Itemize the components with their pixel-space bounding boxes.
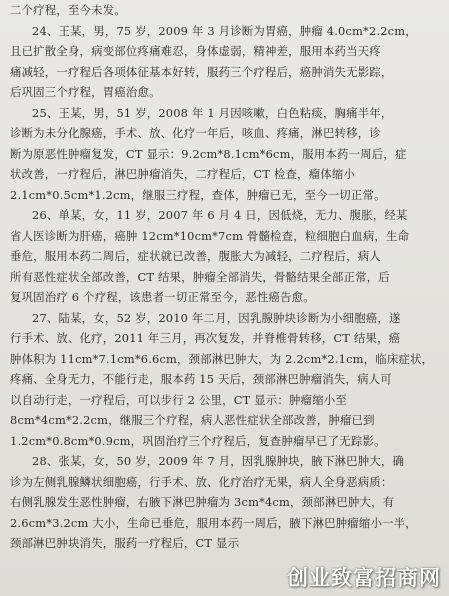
document-text-block (10, 0, 442, 554)
document-line: 24、王某，男，75 岁，2009 年 3 月诊断为胃癌，肿瘤 4.0cm*2.2cm， (32, 23, 417, 38)
document-line: 诊断为未分化腺癌，手术、放、化疗一年后，咳血、疼痛，淋巴转移，诊 (10, 126, 381, 140)
document-line: 痛减轻，一疗程后各项体征基本好转，服药三个疗程后，癌肿消失无影踪， (10, 64, 393, 79)
document-line: 状改善，一疗程后，淋巴肿瘤消失，二疗程后，CT 检查，瘤体缩小 (10, 167, 356, 181)
document-line: 肿体积为 11cm*7.1cm*6.6cm，颈部淋巴肿大，为 2.2cm*2.1cm，临床症状， (10, 351, 434, 366)
document-line: 行手术、放、化疗，2011 年三月，再次复发，并脊椎骨转移，CT 结果，癌 (10, 331, 401, 345)
site-watermark: 创业致富招商网 (287, 566, 441, 590)
document-line: 以自动行走，一疗程后，可以步行 2 公里，CT 显示：肿瘤缩小至 (10, 392, 347, 407)
document-line: 后巩固三个疗程，胃癌治愈。 (10, 85, 161, 99)
document-line: 断为原恶性肿瘤复发，CT 显示：9.2cm*8.1cm*6cm，服用本药一周后，症 (10, 146, 407, 161)
document-line: 27、陆某，女，52 岁，2010 年二月，因乳腺肿块诊断为小细胞癌，遂 (32, 310, 401, 325)
document-line: 疼痛、全身无力，不能行走，服本药 15 天后，颈部淋巴肿瘤消失，病人可 (10, 372, 392, 386)
document-line: 2.6cm*3.2cm 大小，生命已垂危，服用本药一周后，腋下淋巴肿瘤缩小一半， (10, 515, 417, 530)
document-line: 二个疗程，至今未发。 (10, 3, 126, 17)
document-line: 28、张某，女，50 岁，2009 年 7 月，因乳腺肿块，腋下淋巴肿大，确 (32, 454, 405, 468)
document-line: 1.2cm*0.8cm*0.9cm，巩固治疗三个疗程后，复查肿瘤早已了无踪影。 (10, 433, 386, 448)
document-line: 8cm*4cm*2.2cm，继服三个疗程，病人恶性症状全部改善，肿瘤已到 (10, 413, 375, 427)
document-line: 2.1cm*0.5cm*1.2cm，继服三疗程，查体，肿瘤已无，至今一切正常。 (10, 187, 386, 202)
document-line: 复巩固治疗 6 个疗程，该患者一切正常至今，恶性癌告愈。 (10, 290, 315, 304)
document-line: 26、单某，女，11 岁，2007 年 6 月 4 日，因低烧，无力、腹胀，经某 (32, 208, 408, 222)
document-line: 右侧乳腺发生恶性肿瘤，右腋下淋巴肿瘤为 3cm*4cm，颈部淋巴肿大，有 (10, 495, 395, 509)
document-line: 且已扩散全身，病变部位疼痛难忍，身体虚弱，精神差，服用本药当天疼 (10, 44, 381, 58)
document-line: 省人医诊断为肝癌，癌肿 12cm*10cm*7cm 骨髓检查，粒细胞白血病，生命 (10, 228, 410, 243)
document-line: 诊为左侧乳腺鳞状细胞癌，行手术、放、化疗治疗无果，病人全身恶病质： (10, 474, 393, 489)
document-line: 颈部淋巴肿块消失，服药一疗程后，CT 显示 (10, 536, 240, 550)
document-line: 垂危，服用本药二周后，症状就已改善，腹胀大为减轻，二疗程后，病人 (10, 249, 381, 263)
document-line: 所有恶性症状全部改善，CT 结果，肿瘤全部消失，骨骼结果全部正常，后 (10, 269, 390, 284)
document-line: 25、王某，男，51 岁，2008 年 1 月因咳嗽，白色粘痰，胸痛半年， (32, 105, 393, 120)
